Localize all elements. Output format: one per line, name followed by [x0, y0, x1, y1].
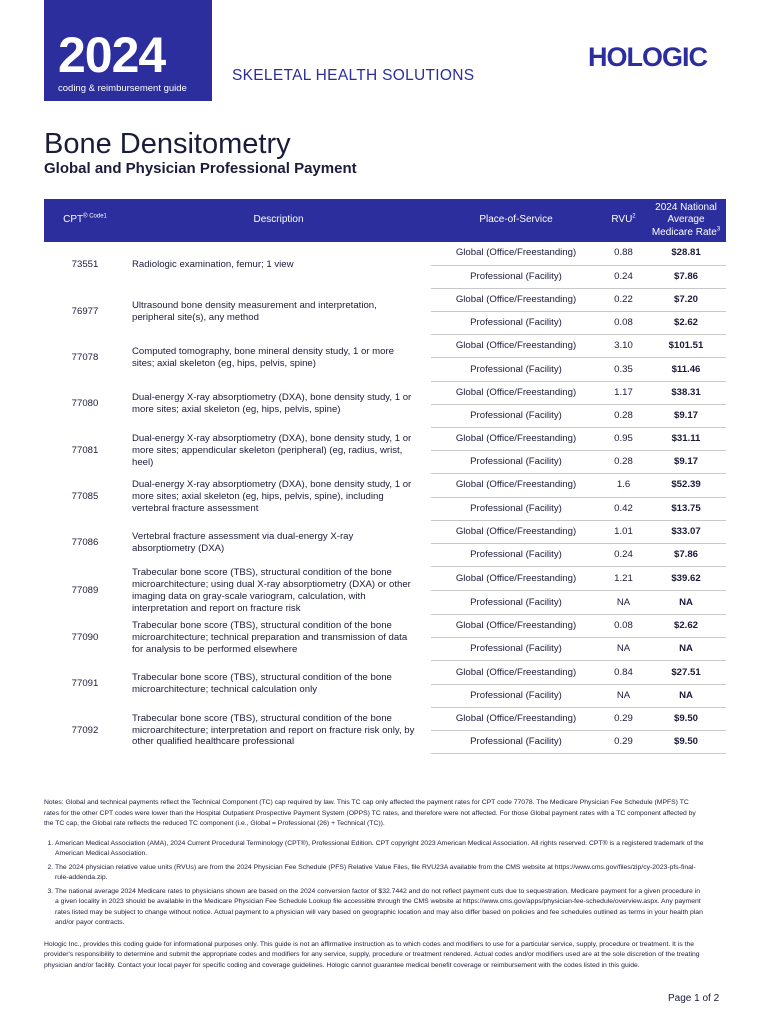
- table-row: [44, 615, 726, 638]
- medicare-rate-cell: $38.31: [646, 381, 726, 404]
- table-row: [44, 474, 726, 497]
- place-of-service-cell: Professional (Facility): [431, 731, 601, 754]
- description-cell: Trabecular bone score (TBS), structural condition of the bone microarchitecture; technical calculation only: [132, 672, 392, 696]
- medicare-rate-cell: $7.86: [646, 265, 726, 288]
- cpt-code-cell: 77085: [71, 491, 99, 503]
- payment-table: [44, 199, 726, 754]
- cpt-code-cell: 77090: [71, 631, 99, 643]
- rvu-cell: 0.29: [601, 707, 646, 730]
- rvu-cell: 1.6: [601, 474, 646, 497]
- medicare-rate-cell: $7.86: [646, 543, 726, 566]
- table-header-row: [44, 199, 726, 242]
- place-of-service-cell: Professional (Facility): [431, 358, 601, 381]
- table-row: [44, 567, 726, 591]
- rvu-cell: 0.22: [601, 288, 646, 311]
- description-cell: Dual-energy X-ray absorptiometry (DXA), bone density study, 1 or more sites; axial skeleton (eg, hips, pelvis, spine), including vertebral fracture assessment: [132, 479, 412, 515]
- place-of-service-cell: Global (Office/Freestanding): [431, 474, 601, 497]
- description-cell: Trabecular bone score (TBS), structural condition of the bone microarchitecture; technical preparation and transmission of data for analysis to be performed elsewhere: [132, 619, 408, 655]
- medicare-rate-cell: $11.46: [646, 358, 726, 381]
- footnote-item: 1. American Medical Association (AMA), 2024 Current Procedural Terminology (CPT®), Professional Edition. CPT copyright 2023 American Medical Association. All rights reserved. CPT® is a registered trademark of the American Medical Association.: [55, 839, 704, 860]
- footnote-item: 3. The national average 2024 Medicare rates to physicians shown are based on the 2024 conversion factor of $32.7442 and do not reflect payment cuts due to sequestration. Medicare payment for a given procedure in a given locality in 2023 should be available in the Medicare Physician Fee Schedule Lookup file accessible through the CMS website at https://www.cms.gov/apps/physician-fee-schedule/overview.aspx. Any payment rates listed may be subject to change without notice. Actual payment to a physician will vary based on geographic location and may also differ based on policies and fee schedules outlined as terms in your health plan and/or payor contracts.: [55, 887, 704, 929]
- place-of-service-cell: Professional (Facility): [431, 638, 601, 661]
- medicare-rate-cell: $39.62: [646, 567, 726, 591]
- medicare-rate-cell: $27.51: [646, 661, 726, 684]
- place-of-service-cell: Professional (Facility): [431, 543, 601, 566]
- header-cpt-code: $CPT^{® Code1}$: [44, 199, 126, 242]
- rvu-cell: 0.28: [601, 404, 646, 427]
- rvu-cell: NA: [601, 638, 646, 661]
- division-label: SKELETAL HEALTH SOLUTIONS: [232, 67, 475, 84]
- rvu-cell: 1.17: [601, 381, 646, 404]
- hologic-logo: HOLOGIC: [588, 42, 707, 72]
- medicare-rate-cell: $13.75: [646, 497, 726, 520]
- rvu-cell: NA: [601, 684, 646, 707]
- cpt-code-cell: 77089: [71, 584, 99, 596]
- medicare-rate-cell: $31.11: [646, 428, 726, 451]
- cpt-code-cell: 77086: [71, 537, 99, 549]
- cpt-code-cell: 77091: [71, 678, 99, 690]
- place-of-service-cell: Global (Office/Freestanding): [431, 520, 601, 543]
- rvu-cell: 0.24: [601, 543, 646, 566]
- place-of-service-cell: Professional (Facility): [431, 265, 601, 288]
- place-of-service-cell: Professional (Facility): [431, 591, 601, 615]
- medicare-rate-cell: $9.50: [646, 731, 726, 754]
- description-cell: Ultrasound bone density measurement and interpretation, peripheral site(s), any method: [132, 299, 377, 323]
- description-cell: Trabecular bone score (TBS), structural condition of the bone microarchitecture; interpretation and report on fracture risk only, by other qualified healthcare professional: [132, 712, 415, 748]
- place-of-service-cell: Professional (Facility): [431, 497, 601, 520]
- rvu-cell: 0.28: [601, 451, 646, 474]
- header-description: Description: [126, 199, 431, 242]
- description-cell: Computed tomography, bone mineral density study, 1 or more sites; axial skeleton (eg, hips, pelvis, spine): [132, 345, 395, 369]
- header-rvu: RVU$^2$: [601, 199, 646, 242]
- description-cell: Dual-energy X-ray absorptiometry (DXA), bone density study, 1 or more sites; appendicular skeleton (peripheral) (eg, radius, wrist, heel): [132, 432, 412, 468]
- medicare-rate-cell: $7.20: [646, 288, 726, 311]
- rvu-cell: 0.42: [601, 497, 646, 520]
- page-title: Bone Densitometry: [44, 128, 291, 160]
- medicare-rate-cell: $101.51: [646, 335, 726, 358]
- table-row: [44, 335, 726, 358]
- table-row: [44, 661, 726, 684]
- rvu-cell: NA: [601, 591, 646, 615]
- description-cell: Trabecular bone score (TBS), structural condition of the bone microarchitecture; using dual X-ray absorptiometry (DXA) or other imaging data on gray-scale variogram, calculation, with interpretation and report on fracture risk: [132, 566, 411, 614]
- place-of-service-cell: Professional (Facility): [431, 312, 601, 335]
- disclaimer: Hologic Inc., provides this coding guide for informational purposes only. This guide is not an affirmative instruction as to which codes and modifiers to use for a particular service, supply, procedure or treatment. It is the provider's responsibility to determine and submit the appropriate codes and modifiers for any service, supply, procedure or treatment rendered. Actual codes and/or modifiers used are at the sole discretion of the treating physician and/or facility. Contact your local payer for specific coding and coverage guidelines. Hologic cannot guarantee medical benefit coverage or reimbursement with the codes listed in this guide.: [44, 940, 700, 969]
- notes-intro: Notes: Global and technical payments reflect the Technical Component (TC) cap required by law. This TC cap only affected the payment rates for CPT code 77078. The Medicare Physician Fee Schedule (MPFS) TC rates for the other CPT codes were lower than the Hospital Outpatient Prospective Payment System (OPPS) TC rates, and therefore were not affected. For those Global payment rates with a TC component affected by the TC cap, the Global rate reflects the reduced TC component (i.e., Global = Professional (26) + Technical (TC)).: [44, 799, 696, 828]
- place-of-service-cell: Professional (Facility): [431, 684, 601, 707]
- place-of-service-cell: Global (Office/Freestanding): [431, 428, 601, 451]
- table-row: [44, 288, 726, 311]
- place-of-service-cell: Global (Office/Freestanding): [431, 661, 601, 684]
- place-of-service-cell: Global (Office/Freestanding): [431, 242, 601, 265]
- medicare-rate-cell: NA: [646, 684, 726, 707]
- header-medicare-rate: 2024 National Average Medicare Rate$^3$: [646, 199, 726, 242]
- rvu-cell: 0.08: [601, 312, 646, 335]
- cpt-code-cell: 77080: [71, 398, 99, 410]
- rvu-cell: 0.29: [601, 731, 646, 754]
- year-label: 2024: [58, 27, 166, 83]
- medicare-rate-cell: $2.62: [646, 615, 726, 638]
- rvu-cell: 0.88: [601, 242, 646, 265]
- table-row: [44, 520, 726, 543]
- cpt-code-cell: 77092: [71, 724, 99, 736]
- medicare-rate-cell: $9.17: [646, 451, 726, 474]
- place-of-service-cell: Global (Office/Freestanding): [431, 567, 601, 591]
- place-of-service-cell: Global (Office/Freestanding): [431, 381, 601, 404]
- cpt-code-cell: 77081: [71, 444, 99, 456]
- place-of-service-cell: Professional (Facility): [431, 451, 601, 474]
- medicare-rate-cell: $52.39: [646, 474, 726, 497]
- description-cell: Vertebral fracture assessment via dual-energy X-ray absorptiometry (DXA): [132, 531, 354, 555]
- cpt-code-cell: 73551: [71, 259, 99, 271]
- table-row: [44, 381, 726, 404]
- table-row: [44, 707, 726, 730]
- year-badge: [44, 0, 212, 101]
- table-row: [44, 428, 726, 451]
- medicare-rate-cell: $2.62: [646, 312, 726, 335]
- footnote-item: 2. The 2024 physician relative value units (RVUs) are from the 2024 Physician Fee Schedule (PFS) Relative Value Files, file RVU23A available from the CMS website at https://www.cms.gov/files/zip/cy-2023-pfs-final-rule-addenda.zip.: [55, 863, 704, 884]
- rvu-cell: 1.21: [601, 567, 646, 591]
- place-of-service-cell: Global (Office/Freestanding): [431, 707, 601, 730]
- medicare-rate-cell: NA: [646, 591, 726, 615]
- footnotes-list: [44, 839, 704, 929]
- description-cell: Radiologic examination, femur; 1 view: [132, 259, 294, 271]
- header-place-of-service: Place-of-Service: [431, 199, 601, 242]
- guide-label: coding & reimbursement guide: [58, 83, 187, 94]
- page-number: Page 1 of 2: [668, 993, 720, 1004]
- cpt-code-cell: 76977: [71, 305, 99, 317]
- rvu-cell: 0.95: [601, 428, 646, 451]
- notes-section: [44, 798, 704, 980]
- medicare-rate-cell: NA: [646, 638, 726, 661]
- page-subtitle: Global and Physician Professional Payment: [44, 160, 357, 177]
- medicare-rate-cell: $33.07: [646, 520, 726, 543]
- rvu-cell: 3.10: [601, 335, 646, 358]
- rvu-cell: 1.01: [601, 520, 646, 543]
- place-of-service-cell: Global (Office/Freestanding): [431, 335, 601, 358]
- place-of-service-cell: Global (Office/Freestanding): [431, 615, 601, 638]
- place-of-service-cell: Global (Office/Freestanding): [431, 288, 601, 311]
- table-row: [44, 242, 726, 265]
- medicare-rate-cell: $9.50: [646, 707, 726, 730]
- rvu-cell: 0.08: [601, 615, 646, 638]
- rvu-cell: 0.24: [601, 265, 646, 288]
- cpt-code-cell: 77078: [71, 351, 99, 363]
- description-cell: Dual-energy X-ray absorptiometry (DXA), bone density study, 1 or more sites; axial skeleton (eg, hips, pelvis, spine): [132, 392, 412, 416]
- medicare-rate-cell: $9.17: [646, 404, 726, 427]
- place-of-service-cell: Professional (Facility): [431, 404, 601, 427]
- rvu-cell: 0.35: [601, 358, 646, 381]
- medicare-rate-cell: $28.81: [646, 242, 726, 265]
- rvu-cell: 0.84: [601, 661, 646, 684]
